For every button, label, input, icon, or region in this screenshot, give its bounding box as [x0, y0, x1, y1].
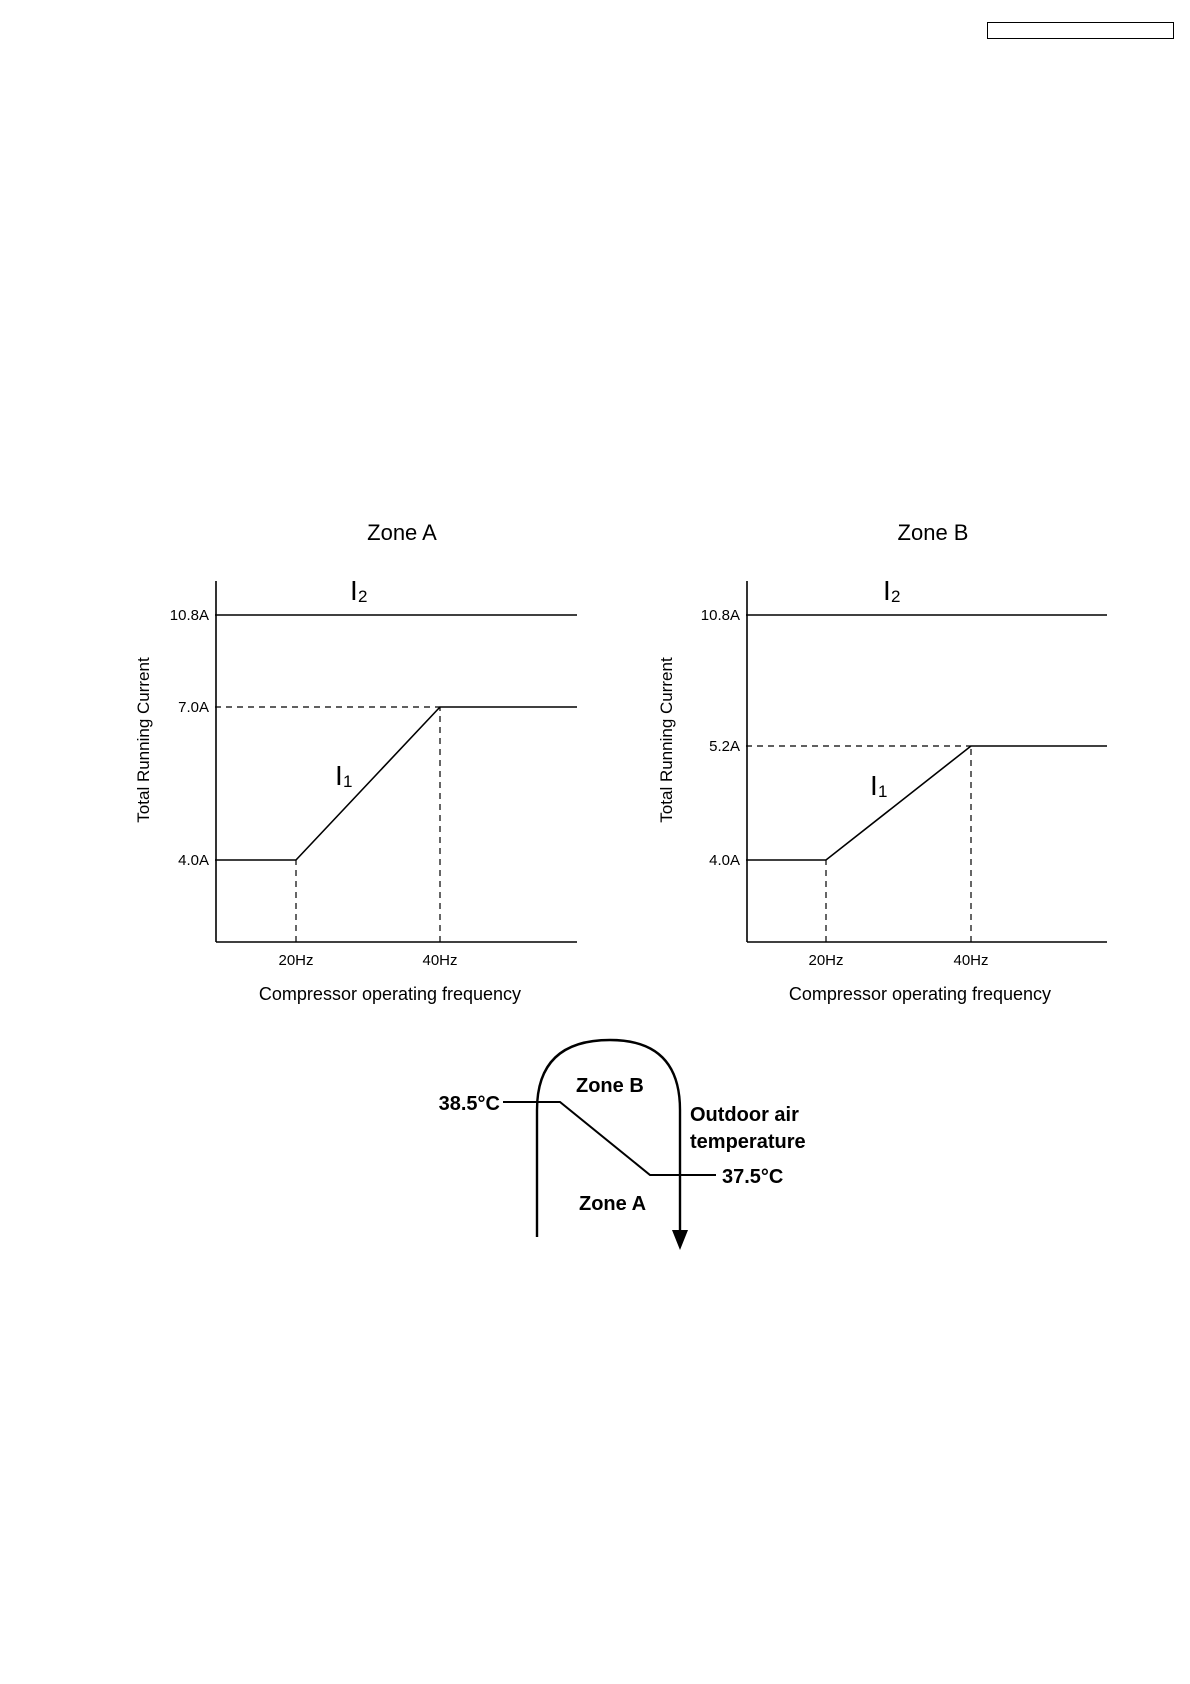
- chart-b-i2-label: [883, 575, 900, 606]
- chart-b-ytick-1: 4.0A: [709, 852, 740, 869]
- chart-b-series-i1: [746, 746, 1107, 860]
- chart-b-xlabel: Compressor operating frequency: [788, 984, 1052, 1004]
- upper-temp-label: 38.5°C: [438, 1093, 500, 1115]
- chart-a-i1-label-main: I: [335, 760, 343, 791]
- chart-b-guides: [746, 746, 971, 942]
- chart-a-i1-label: [335, 760, 352, 791]
- chart-b-i1-label: [870, 770, 887, 801]
- lower-temp-label: 37.5°C: [722, 1166, 784, 1188]
- axis-label-line2: temperature: [690, 1131, 806, 1153]
- zone-boundary-line: [503, 1102, 716, 1175]
- chart-a-ytick-1: 4.0A: [178, 852, 209, 869]
- chart-b-i2-label-sub: 2: [891, 587, 901, 606]
- axis-label-line1: Outdoor air: [690, 1104, 799, 1126]
- chart-b-xtick-2: 40Hz: [953, 952, 989, 969]
- chart-a-xtick-2: 40Hz: [422, 952, 458, 969]
- chart-b-ylabel: Total Running Current: [657, 657, 676, 823]
- chart-zone-a: [134, 520, 577, 1004]
- zone-a-label: Zone A: [579, 1193, 647, 1215]
- zone-diagram: [439, 1040, 806, 1250]
- chart-b-xtick-1: 20Hz: [808, 952, 844, 969]
- chart-zone-b: [657, 520, 1107, 1004]
- chart-a-ytick-3: 10.8A: [169, 607, 209, 624]
- arrow-down-icon: [672, 1230, 688, 1250]
- chart-a-i2-label: [350, 575, 367, 606]
- chart-a-ylabel: Total Running Current: [134, 657, 153, 823]
- chart-b-i1-label-sub: 1: [878, 782, 888, 801]
- chart-b-i2-label-main: I: [883, 575, 891, 606]
- chart-a-series-i1: [215, 707, 577, 860]
- chart-b-ytick-3: 10.8A: [700, 607, 740, 624]
- chart-a-xtick-1: 20Hz: [278, 952, 314, 969]
- chart-b-ytick-2: 5.2A: [709, 738, 740, 755]
- chart-a-i2-label-main: I: [350, 575, 358, 606]
- chart-a-title: Zone A: [367, 520, 437, 545]
- chart-a-ytick-2: 7.0A: [178, 699, 209, 716]
- zone-b-label: Zone B: [576, 1075, 644, 1097]
- chart-a-i1-label-sub: 1: [343, 772, 353, 791]
- chart-a-i2-label-sub: 2: [358, 587, 368, 606]
- chart-b-title: Zone B: [897, 520, 969, 545]
- chart-a-xlabel: Compressor operating frequency: [258, 984, 522, 1004]
- chart-b-i1-label-main: I: [870, 770, 878, 801]
